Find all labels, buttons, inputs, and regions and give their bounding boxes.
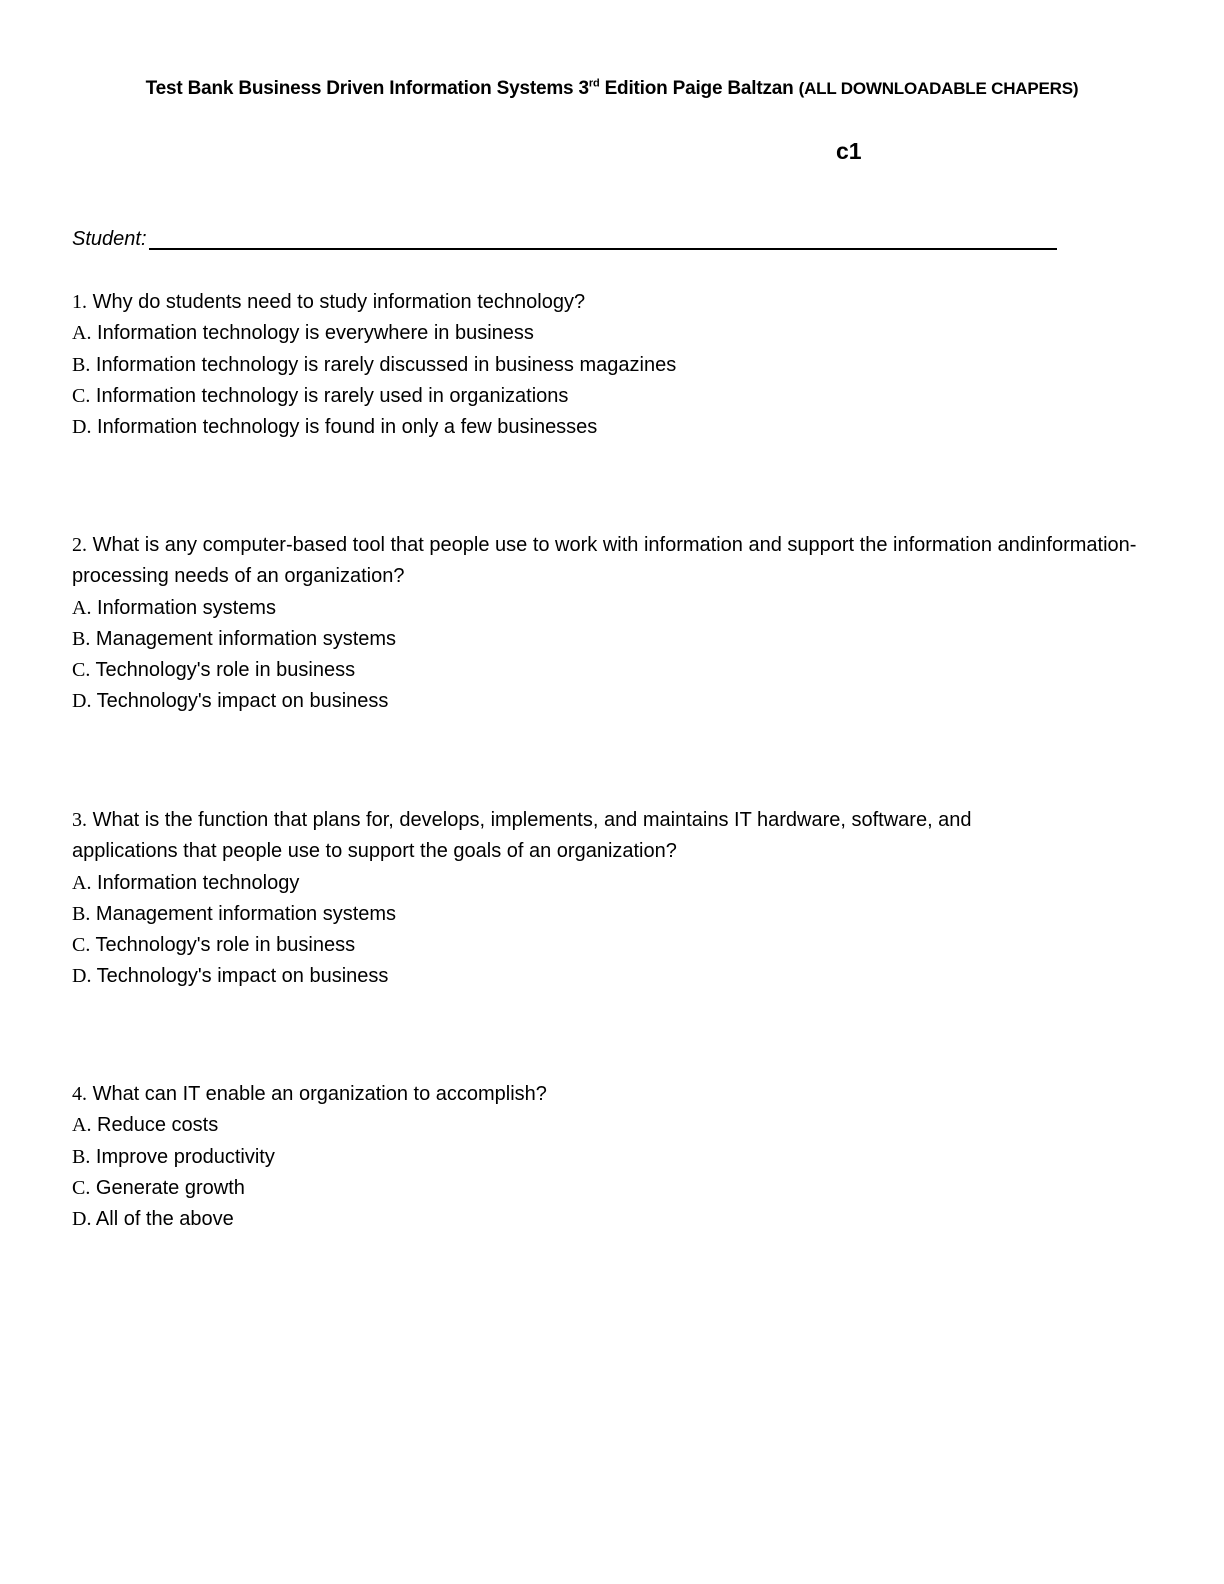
option-text: Management information systems: [95, 627, 397, 650]
option-text: Technology's impact on business: [96, 965, 389, 988]
option-letter: D.: [72, 965, 92, 988]
chapter-code: c1: [836, 138, 862, 164]
option-letter: A.: [72, 322, 92, 345]
answer-option-a: [72, 318, 1132, 349]
answer-option-a: [72, 868, 1132, 899]
option-text: Technology's role in business: [95, 659, 356, 682]
answer-option-a: [72, 1110, 1132, 1141]
answer-option-c: [72, 381, 1132, 412]
question-text: What can IT enable an organization to accomplish?: [92, 1083, 547, 1105]
option-letter: A.: [72, 596, 92, 619]
title-superscript: rd: [588, 77, 600, 90]
answer-option-b: [72, 350, 1132, 381]
question-stem: [72, 1079, 1132, 1110]
option-text: Information technology is found in only a few businesses: [97, 416, 598, 439]
option-text: Technology's role in business: [95, 934, 356, 957]
option-text: Improve productivity: [95, 1145, 275, 1168]
option-letter: C.: [72, 1176, 91, 1199]
option-letter: B.: [72, 1145, 91, 1168]
question-stem-continued: processing needs of an organization?: [72, 565, 405, 588]
answer-option-d: [72, 412, 1132, 443]
option-text: Generate growth: [95, 1176, 245, 1199]
question-number: 3.: [72, 809, 87, 831]
answer-option-c: [72, 1173, 1132, 1204]
option-letter: D.: [72, 416, 92, 439]
option-text: Information technology: [97, 871, 300, 894]
option-text: Information systems: [97, 596, 276, 619]
title-after: Edition Paige Baltzan: [599, 78, 799, 99]
option-letter: B.: [72, 353, 91, 376]
question-stem: [72, 287, 1132, 318]
answer-option-d: [72, 1204, 1132, 1235]
option-letter: C.: [72, 934, 91, 957]
question-number: 1.: [72, 291, 87, 313]
option-letter: C.: [72, 659, 91, 682]
title-main: Test Bank Business Driven Information Systems 3: [145, 78, 589, 99]
option-text: Information technology is everywhere in business: [97, 322, 534, 345]
answer-option-a: [72, 593, 1132, 624]
option-letter: B.: [72, 902, 91, 925]
option-letter: D.: [72, 1208, 92, 1231]
answer-option-c: [72, 655, 1132, 686]
question-text: What is the function that plans for, develops, implements, and maintains IT hardware, software, and: [92, 809, 972, 831]
answer-option-b: [72, 624, 1132, 655]
question-stem: [72, 530, 1137, 561]
option-text: Technology's impact on business: [96, 690, 389, 713]
question-4: [72, 1079, 1132, 1235]
question-stem-continued: applications that people use to support the goals of an organization?: [72, 840, 677, 863]
document-title: [0, 78, 1224, 100]
question-number: 2.: [72, 534, 87, 556]
question-text: What is any computer-based tool that people use to work with information and support the information andinformation-: [92, 534, 1137, 556]
option-text: Reduce costs: [97, 1114, 219, 1137]
answer-option-d: [72, 961, 1132, 992]
student-label: Student:: [72, 228, 147, 250]
option-text: Information technology is rarely used in organizations: [95, 384, 569, 407]
question-stem: [72, 805, 1132, 836]
option-letter: B.: [72, 627, 91, 650]
option-text: Management information systems: [95, 902, 397, 925]
option-letter: A.: [72, 871, 92, 894]
option-text: Information technology is rarely discussed in business magazines: [95, 353, 677, 376]
option-letter: D.: [72, 690, 92, 713]
question-2: [72, 530, 1137, 718]
student-name-row: [72, 226, 1057, 254]
option-letter: C.: [72, 384, 91, 407]
option-text: All of the above: [95, 1208, 234, 1231]
question-text: Why do students need to study information technology?: [92, 291, 586, 313]
option-letter: A.: [72, 1114, 92, 1137]
question-1: [72, 287, 1132, 443]
question-3: [72, 805, 1132, 993]
answer-option-d: [72, 686, 1132, 717]
answer-option-b: [72, 899, 1132, 930]
answer-option-b: [72, 1142, 1132, 1173]
student-name-line: [149, 248, 1057, 250]
title-parenthetical: (ALL DOWNLOADABLE CHAPERS): [798, 79, 1079, 98]
answer-option-c: [72, 930, 1132, 961]
question-number: 4.: [72, 1083, 87, 1105]
